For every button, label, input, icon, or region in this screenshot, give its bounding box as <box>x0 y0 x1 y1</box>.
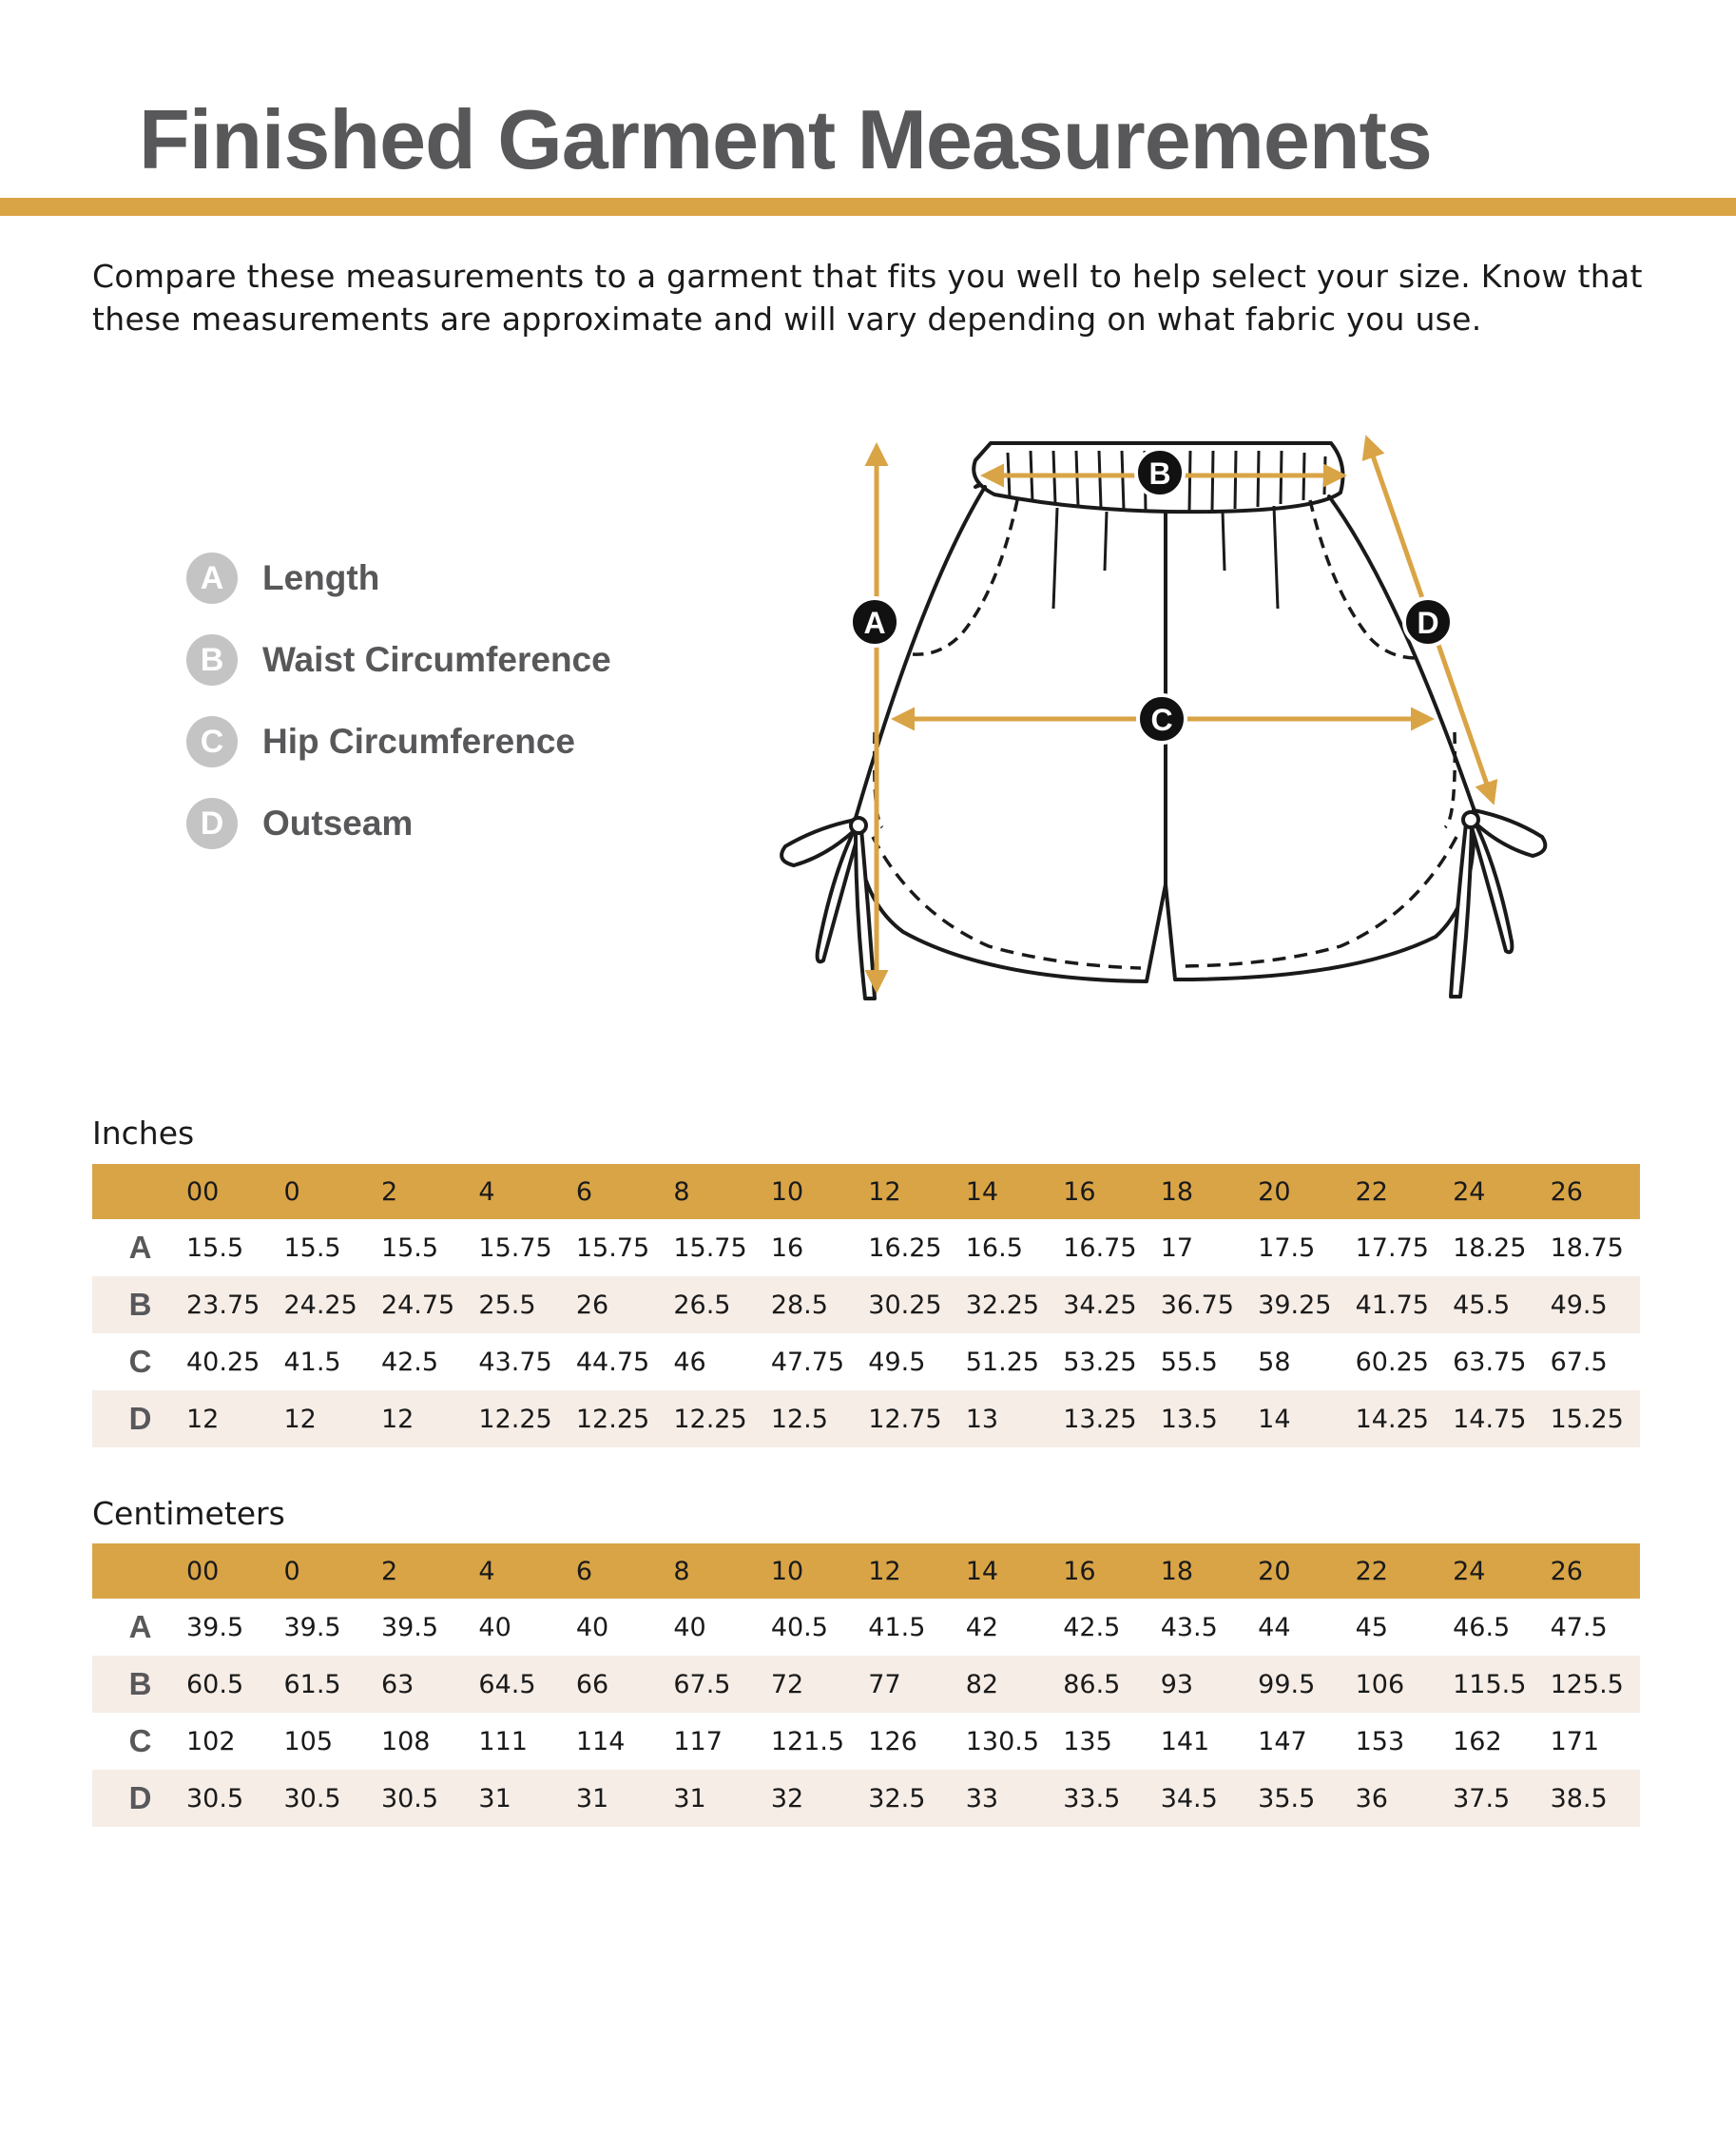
table-cell: 111 <box>478 1726 528 1756</box>
table-cell: 13.25 <box>1063 1404 1137 1434</box>
table-cell: 40 <box>478 1612 511 1642</box>
table-cell: 40 <box>673 1612 706 1642</box>
legend-badge-a: A <box>186 553 238 604</box>
legend-label-waist: Waist Circumference <box>262 640 611 679</box>
table-cell: 39.5 <box>380 1612 439 1642</box>
inches-row-label-c: C <box>128 1344 152 1379</box>
centimeters-size-header: 26 <box>1550 1556 1583 1586</box>
table-cell: 15.75 <box>673 1232 747 1263</box>
inches-size-header: 0 <box>283 1176 300 1207</box>
table-cell: 60.25 <box>1355 1347 1429 1377</box>
table-row <box>92 1713 1640 1770</box>
centimeters-table <box>92 1543 1640 1827</box>
table-cell: 106 <box>1355 1669 1405 1699</box>
centimeters-row-label-d: D <box>128 1780 152 1815</box>
table-cell: 93 <box>1160 1669 1194 1699</box>
inches-size-header: 12 <box>868 1176 901 1207</box>
table-cell: 41.75 <box>1355 1290 1429 1320</box>
table-cell: 24.25 <box>283 1290 357 1320</box>
table-cell: 14.25 <box>1355 1404 1429 1434</box>
centimeters-caption: Centimeters <box>92 1495 285 1532</box>
table-cell: 31 <box>575 1783 609 1814</box>
table-cell: 18.25 <box>1453 1232 1527 1263</box>
table-cell: 15.5 <box>186 1232 244 1263</box>
table-cell: 16.25 <box>868 1232 942 1263</box>
table-cell: 16 <box>770 1232 804 1263</box>
centimeters-size-header: 00 <box>186 1556 220 1586</box>
centimeters-row-label-a: A <box>128 1609 152 1644</box>
table-cell: 43.5 <box>1160 1612 1218 1642</box>
table-cell: 46 <box>673 1347 706 1377</box>
inches-row-label-a: A <box>128 1230 152 1265</box>
table-cell: 121.5 <box>770 1726 845 1756</box>
table-cell: 15.75 <box>575 1232 650 1263</box>
table-cell: 32.5 <box>868 1783 926 1814</box>
table-row <box>92 1599 1640 1656</box>
table-cell: 125.5 <box>1550 1669 1624 1699</box>
table-cell: 13.5 <box>1160 1404 1218 1434</box>
table-row <box>92 1333 1640 1390</box>
table-cell: 45 <box>1355 1612 1388 1642</box>
table-cell: 64.5 <box>478 1669 536 1699</box>
table-cell: 12.25 <box>478 1404 552 1434</box>
legend-item-outseam <box>186 797 413 850</box>
table-cell: 40.5 <box>770 1612 828 1642</box>
table-cell: 115.5 <box>1453 1669 1527 1699</box>
table-cell: 41.5 <box>283 1347 341 1377</box>
table-cell: 126 <box>868 1726 917 1756</box>
table-row <box>92 1276 1640 1333</box>
legend-label-length: Length <box>262 558 380 597</box>
table-cell: 18.75 <box>1550 1232 1624 1263</box>
table-cell: 17.5 <box>1258 1232 1316 1263</box>
table-cell: 12.75 <box>868 1404 942 1434</box>
title-divider <box>0 198 1736 216</box>
inches-size-header: 6 <box>575 1176 593 1207</box>
legend-label-outseam: Outseam <box>262 804 414 843</box>
table-cell: 51.25 <box>965 1347 1040 1377</box>
inches-size-header: 20 <box>1258 1176 1291 1207</box>
table-cell: 28.5 <box>770 1290 828 1320</box>
inches-size-header: 10 <box>770 1176 804 1207</box>
table-cell: 63 <box>380 1669 415 1699</box>
intro-text: Compare these measurements to a garment that fits you well to help select your size. Know that these measurements are approximate and will vary depending on what fabric you use. <box>92 258 1643 338</box>
table-cell: 67.5 <box>673 1669 731 1699</box>
table-cell: 53.25 <box>1063 1347 1137 1377</box>
inches-table <box>92 1164 1640 1447</box>
table-cell: 31 <box>673 1783 706 1814</box>
marker-b-letter: B <box>1148 456 1171 491</box>
marker-d-letter: D <box>1417 606 1439 640</box>
centimeters-row-label-c: C <box>128 1723 152 1758</box>
table-cell: 39.5 <box>283 1612 341 1642</box>
table-cell: 12.25 <box>673 1404 747 1434</box>
table-cell: 17 <box>1160 1232 1194 1263</box>
table-cell: 49.5 <box>1550 1290 1608 1320</box>
table-cell: 36.75 <box>1160 1290 1234 1320</box>
table-cell: 15.25 <box>1550 1404 1624 1434</box>
table-cell: 82 <box>965 1669 999 1699</box>
table-cell: 30.5 <box>283 1783 341 1814</box>
table-cell: 33 <box>965 1783 999 1814</box>
table-cell: 49.5 <box>868 1347 926 1377</box>
centimeters-size-header: 22 <box>1355 1556 1388 1586</box>
table-row <box>92 1390 1640 1447</box>
inches-row-label-b: B <box>128 1287 152 1322</box>
table-cell: 40.25 <box>186 1347 260 1377</box>
legend-item-waist <box>186 633 611 687</box>
table-cell: 40 <box>575 1612 609 1642</box>
inches-size-header: 8 <box>673 1176 690 1207</box>
table-cell: 36 <box>1355 1783 1388 1814</box>
table-cell: 12.5 <box>770 1404 828 1434</box>
table-cell: 33.5 <box>1063 1783 1121 1814</box>
table-cell: 15.5 <box>380 1232 439 1263</box>
inches-size-header: 2 <box>380 1176 398 1207</box>
marker-a-letter: A <box>863 606 886 640</box>
legend-item-hip <box>186 715 575 768</box>
table-cell: 141 <box>1160 1726 1210 1756</box>
table-cell: 14 <box>1258 1404 1291 1434</box>
table-cell: 63.75 <box>1453 1347 1527 1377</box>
table-cell: 135 <box>1063 1726 1112 1756</box>
table-cell: 16.5 <box>965 1232 1023 1263</box>
centimeters-size-header: 12 <box>868 1556 901 1586</box>
legend-label-hip: Hip Circumference <box>262 722 575 761</box>
centimeters-size-header: 8 <box>673 1556 690 1586</box>
table-cell: 86.5 <box>1063 1669 1121 1699</box>
centimeters-size-header: 0 <box>283 1556 300 1586</box>
legend-badge-d: D <box>186 798 238 849</box>
shorts-diagram <box>742 418 1597 1008</box>
table-cell: 38.5 <box>1550 1783 1608 1814</box>
legend-badge-b: B <box>186 634 238 686</box>
table-cell: 45.5 <box>1453 1290 1511 1320</box>
marker-a <box>851 598 898 646</box>
table-cell: 23.75 <box>186 1290 260 1320</box>
table-row <box>92 1770 1640 1827</box>
inches-size-header: 26 <box>1550 1176 1583 1207</box>
table-cell: 105 <box>283 1726 334 1756</box>
inches-size-header: 4 <box>478 1176 495 1207</box>
centimeters-header-corner <box>92 1543 179 1599</box>
legend-item-length <box>186 552 379 605</box>
centimeters-size-header: 4 <box>478 1556 495 1586</box>
table-cell: 153 <box>1355 1726 1405 1756</box>
centimeters-row-label-b: B <box>128 1666 152 1701</box>
table-cell: 35.5 <box>1258 1783 1316 1814</box>
inches-size-header: 16 <box>1063 1176 1096 1207</box>
centimeters-size-header: 10 <box>770 1556 804 1586</box>
table-cell: 47.5 <box>1550 1612 1608 1642</box>
table-cell: 55.5 <box>1160 1347 1218 1377</box>
inches-caption: Inches <box>92 1115 195 1152</box>
inches-size-header: 18 <box>1160 1176 1194 1207</box>
centimeters-header-row <box>92 1543 1640 1599</box>
table-cell: 24.75 <box>380 1290 455 1320</box>
table-cell: 32 <box>770 1783 804 1814</box>
table-cell: 162 <box>1453 1726 1502 1756</box>
table-cell: 39.5 <box>186 1612 244 1642</box>
table-cell: 32.25 <box>965 1290 1040 1320</box>
table-cell: 114 <box>575 1726 626 1756</box>
table-cell: 42 <box>965 1612 999 1642</box>
marker-c <box>1138 695 1186 743</box>
inches-size-header: 00 <box>186 1176 220 1207</box>
table-cell: 61.5 <box>283 1669 341 1699</box>
table-cell: 66 <box>575 1669 609 1699</box>
table-cell: 13 <box>965 1404 999 1434</box>
marker-c-letter: C <box>1150 703 1173 737</box>
table-cell: 15.75 <box>478 1232 552 1263</box>
inches-size-header: 24 <box>1453 1176 1486 1207</box>
centimeters-size-header: 24 <box>1453 1556 1486 1586</box>
table-cell: 77 <box>868 1669 901 1699</box>
table-cell: 130.5 <box>965 1726 1040 1756</box>
table-cell: 17.75 <box>1355 1232 1429 1263</box>
table-cell: 42.5 <box>380 1347 439 1377</box>
table-cell: 34.25 <box>1063 1290 1137 1320</box>
table-cell: 44.75 <box>575 1347 650 1377</box>
table-cell: 99.5 <box>1258 1669 1316 1699</box>
inches-size-header: 22 <box>1355 1176 1388 1207</box>
table-cell: 58 <box>1258 1347 1291 1377</box>
table-cell: 26.5 <box>673 1290 731 1320</box>
table-row <box>92 1219 1640 1276</box>
table-row <box>92 1656 1640 1713</box>
table-cell: 44 <box>1258 1612 1291 1642</box>
table-cell: 30.5 <box>186 1783 244 1814</box>
marker-b <box>1136 449 1184 496</box>
page-title: Finished Garment Measurements <box>139 92 1432 186</box>
table-cell: 26 <box>575 1290 609 1320</box>
table-cell: 41.5 <box>868 1612 926 1642</box>
table-cell: 72 <box>770 1669 804 1699</box>
inches-header-row <box>92 1164 1640 1219</box>
table-cell: 12 <box>380 1404 415 1434</box>
table-cell: 12 <box>283 1404 317 1434</box>
table-cell: 42.5 <box>1063 1612 1121 1642</box>
inches-row-label-d: D <box>128 1401 152 1436</box>
table-cell: 67.5 <box>1550 1347 1608 1377</box>
centimeters-size-header: 18 <box>1160 1556 1194 1586</box>
table-cell: 31 <box>478 1783 511 1814</box>
table-cell: 30.5 <box>380 1783 439 1814</box>
inches-size-header: 14 <box>965 1176 999 1207</box>
centimeters-size-header: 2 <box>380 1556 398 1586</box>
table-cell: 47.75 <box>770 1347 845 1377</box>
table-cell: 102 <box>186 1726 236 1756</box>
centimeters-size-header: 14 <box>965 1556 999 1586</box>
table-cell: 60.5 <box>186 1669 244 1699</box>
legend-badge-c: C <box>186 716 238 767</box>
marker-d <box>1404 598 1452 646</box>
table-cell: 46.5 <box>1453 1612 1511 1642</box>
table-cell: 39.25 <box>1258 1290 1332 1320</box>
centimeters-size-header: 16 <box>1063 1556 1096 1586</box>
table-cell: 16.75 <box>1063 1232 1137 1263</box>
table-cell: 43.75 <box>478 1347 552 1377</box>
table-cell: 15.5 <box>283 1232 341 1263</box>
table-cell: 12 <box>186 1404 220 1434</box>
table-cell: 34.5 <box>1160 1783 1218 1814</box>
table-cell: 12.25 <box>575 1404 650 1434</box>
table-cell: 37.5 <box>1453 1783 1511 1814</box>
table-cell: 30.25 <box>868 1290 942 1320</box>
table-cell: 14.75 <box>1453 1404 1527 1434</box>
table-cell: 25.5 <box>478 1290 536 1320</box>
table-cell: 147 <box>1258 1726 1307 1756</box>
table-cell: 108 <box>380 1726 431 1756</box>
table-cell: 117 <box>673 1726 723 1756</box>
centimeters-size-header: 6 <box>575 1556 593 1586</box>
table-cell: 171 <box>1550 1726 1600 1756</box>
centimeters-size-header: 20 <box>1258 1556 1291 1586</box>
inches-header-corner <box>92 1164 179 1219</box>
